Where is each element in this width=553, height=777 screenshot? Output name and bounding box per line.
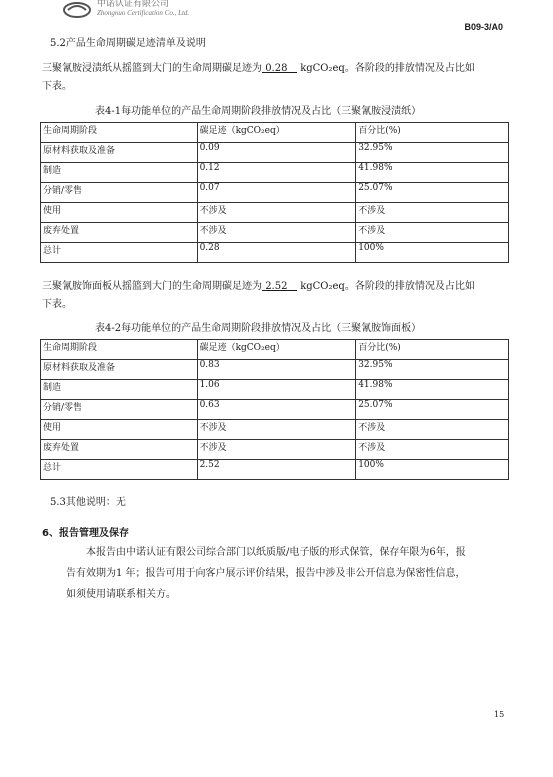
paragraph-1 (42, 62, 475, 76)
table-row (41, 203, 509, 223)
table-cell: 32.95% (356, 360, 509, 380)
table-cell: 分销/零售 (41, 400, 198, 420)
table-cell: 不涉及 (356, 420, 509, 440)
table-cell: 制造 (41, 163, 198, 183)
table-cell: 2.52 (197, 460, 356, 480)
section-5-3-text: 5.3其他说明：无 (50, 497, 126, 508)
table-1 (40, 122, 509, 263)
table-cell: 32.95% (356, 143, 509, 163)
document-number: B09-3/A0 (464, 22, 503, 32)
header-cell: 百分比(%) (356, 340, 509, 360)
table-row (41, 400, 509, 420)
table-cell: 25.07% (356, 400, 509, 420)
table-cell: 总计 (41, 243, 198, 263)
table-cell: 废弃处置 (41, 440, 198, 460)
table-cell: 不涉及 (356, 223, 509, 243)
paragraph-2-value: 2.52 (265, 281, 288, 292)
table-cell: 原材料获取及准备 (41, 360, 198, 380)
paragraph-1-text: 三聚氰胺浸渍纸从摇篮到大门的生命周期碳足迹为 (42, 63, 262, 74)
table-cell: 1.06 (197, 380, 356, 400)
paragraph-1-line2: 下表。 (42, 81, 72, 92)
table-cell: 分销/零售 (41, 183, 198, 203)
table-1-caption: 表4-1每功能单位的产品生命周期阶段排放情况及占比（三聚氰胺浸渍纸） (95, 106, 422, 117)
paragraph-2 (42, 280, 475, 294)
section-6-line-3: 如须使用请联系相关方。 (66, 589, 176, 600)
table-header-row (41, 123, 509, 143)
paragraph-1-unit: kgCO₂eq。各阶段的排放情况及占比如 (300, 63, 475, 74)
table-row (41, 243, 509, 263)
table-cell: 总计 (41, 460, 198, 480)
table-2-caption: 表4-2每功能单位的产品生命周期阶段排放情况及占比（三聚氰胺饰面板） (95, 323, 422, 334)
table-cell: 100% (356, 243, 509, 263)
table-row (41, 223, 509, 243)
table-row (41, 420, 509, 440)
table-cell: 0.63 (197, 400, 356, 420)
page-number: 15 (494, 710, 505, 719)
table-cell: 0.28 (197, 243, 356, 263)
table-cell: 废弃处置 (41, 223, 198, 243)
table-header-row (41, 340, 509, 360)
section-6-heading: 6、报告管理及保存 (42, 528, 129, 539)
table-cell: 不涉及 (197, 420, 356, 440)
table-row (41, 163, 509, 183)
table-cell: 100% (356, 460, 509, 480)
table-cell: 使用 (41, 420, 198, 440)
table-row (41, 183, 509, 203)
table-cell: 使用 (41, 203, 198, 223)
table-cell: 25.07% (356, 183, 509, 203)
section-6-line-2: 告有效期为1 年；报告可用于向客户展示评价结果，报告中涉及非公开信息为保密性信息， (66, 568, 466, 579)
paragraph-2-unit: kgCO₂eq。各阶段的排放情况及占比如 (300, 281, 475, 292)
header-cell: 生命周期阶段 (41, 340, 198, 360)
paragraph-1-value: 0.28 (265, 63, 288, 74)
header-cell: 生命周期阶段 (41, 123, 198, 143)
table-cell: 不涉及 (197, 203, 356, 223)
header-cell: 碳足迹（kgCO₂eq） (197, 123, 356, 143)
paragraph-2-text: 三聚氰胺饰面板从摇篮到大门的生命周期碳足迹为 (42, 281, 262, 292)
company-logo (62, 0, 189, 22)
table-cell: 不涉及 (356, 203, 509, 223)
header-cell: 百分比(%) (356, 123, 509, 143)
table-cell: 41.98% (356, 163, 509, 183)
table-cell: 0.12 (197, 163, 356, 183)
table-cell: 不涉及 (356, 440, 509, 460)
section-6-line-1: 本报告由中诺认证有限公司综合部门以纸质版/电子版的形式保管，保存年限为6年，报 (86, 547, 466, 558)
table-row (41, 360, 509, 380)
table-cell: 0.83 (197, 360, 356, 380)
table-cell: 原材料获取及准备 (41, 143, 198, 163)
table-row (41, 440, 509, 460)
table-cell: 0.09 (197, 143, 356, 163)
logo-company-name-cn: 中诺认证有限公司 (97, 0, 170, 9)
table-row (41, 143, 509, 163)
table-cell: 41.98% (356, 380, 509, 400)
header-cell: 碳足迹（kgCO₂eq） (197, 340, 356, 360)
table-2 (40, 339, 509, 480)
table-cell: 0.07 (197, 183, 356, 203)
logo-emblem-icon (62, 0, 92, 20)
table-cell: 不涉及 (197, 223, 356, 243)
paragraph-2-line2: 下表。 (42, 299, 72, 310)
section-5-2-heading: 5.2产品生命周期碳足迹清单及说明 (50, 38, 206, 49)
logo-company-name-en: Zhongnuo Certification Co., Ltd. (97, 9, 190, 17)
table-row (41, 460, 509, 480)
table-cell: 不涉及 (197, 440, 356, 460)
table-cell: 制造 (41, 380, 198, 400)
table-row (41, 380, 509, 400)
